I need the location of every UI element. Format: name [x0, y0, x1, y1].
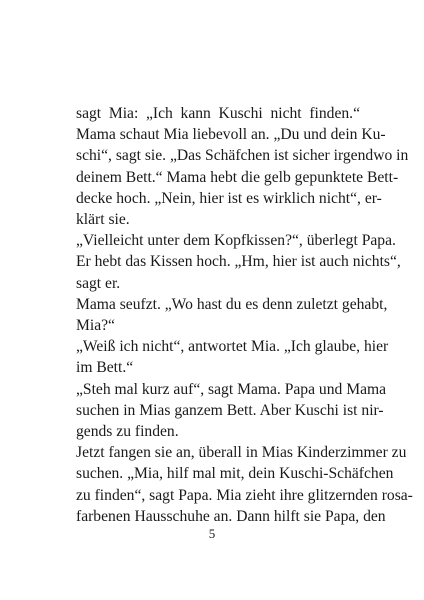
text-line-19: zu finden“, sagt Papa. Mia zieht ihre glitzernden rosa-: [76, 486, 413, 504]
text-line-11: Mia?“: [76, 317, 115, 335]
text-line-15: suchen in Mias ganzem Bett. Aber Kuschi ist nir-: [76, 401, 384, 419]
text-line-5: decke hoch. „Nein, hier ist es wirklich nicht“, er-: [76, 189, 382, 207]
text-line-20: farbenen Hausschuhe an. Dann hilft sie Papa, den: [76, 507, 386, 525]
text-line-12: „Weiß ich nicht“, antwortet Mia. „Ich glaube, hier: [76, 338, 389, 356]
body-text: [76, 103, 413, 527]
text-line-7: „Vielleicht unter dem Kopfkissen?“, überlegt Papa.: [76, 232, 396, 250]
text-line-17: Jetzt fangen sie an, überall in Mias Kinderzimmer zu: [76, 444, 407, 462]
text-line-6: klärt sie.: [76, 211, 130, 229]
text-line-13: im Bett.“: [76, 359, 134, 377]
text-line-14: „Steh mal kurz auf“, sagt Mama. Papa und Mama: [76, 380, 387, 398]
text-line-3: schi“, sagt sie. „Das Schäfchen ist sicher irgendwo in: [76, 147, 409, 165]
text-line-16: gends zu finden.: [76, 423, 179, 441]
text-line-8: Er hebt das Kissen hoch. „Hm, hier ist auch nichts“,: [76, 253, 401, 271]
text-line-2: Mama schaut Mia liebevoll an. „Du und dein Ku-: [76, 126, 386, 144]
page-number: 5: [208, 526, 216, 541]
text-line-18: suchen. „Mia, hilf mal mit, dein Kuschi-Schäfchen: [76, 465, 394, 483]
text-line-1: sagt Mia: „Ich kann Kuschi nicht finden.“: [76, 105, 360, 122]
text-line-10: Mama seufzt. „Wo hast du es denn zuletzt gehabt,: [76, 295, 388, 313]
text-line-9: sagt er.: [76, 274, 121, 292]
text-line-4: deinem Bett.“ Mama hebt die gelb gepunktete Bett-: [76, 168, 399, 186]
